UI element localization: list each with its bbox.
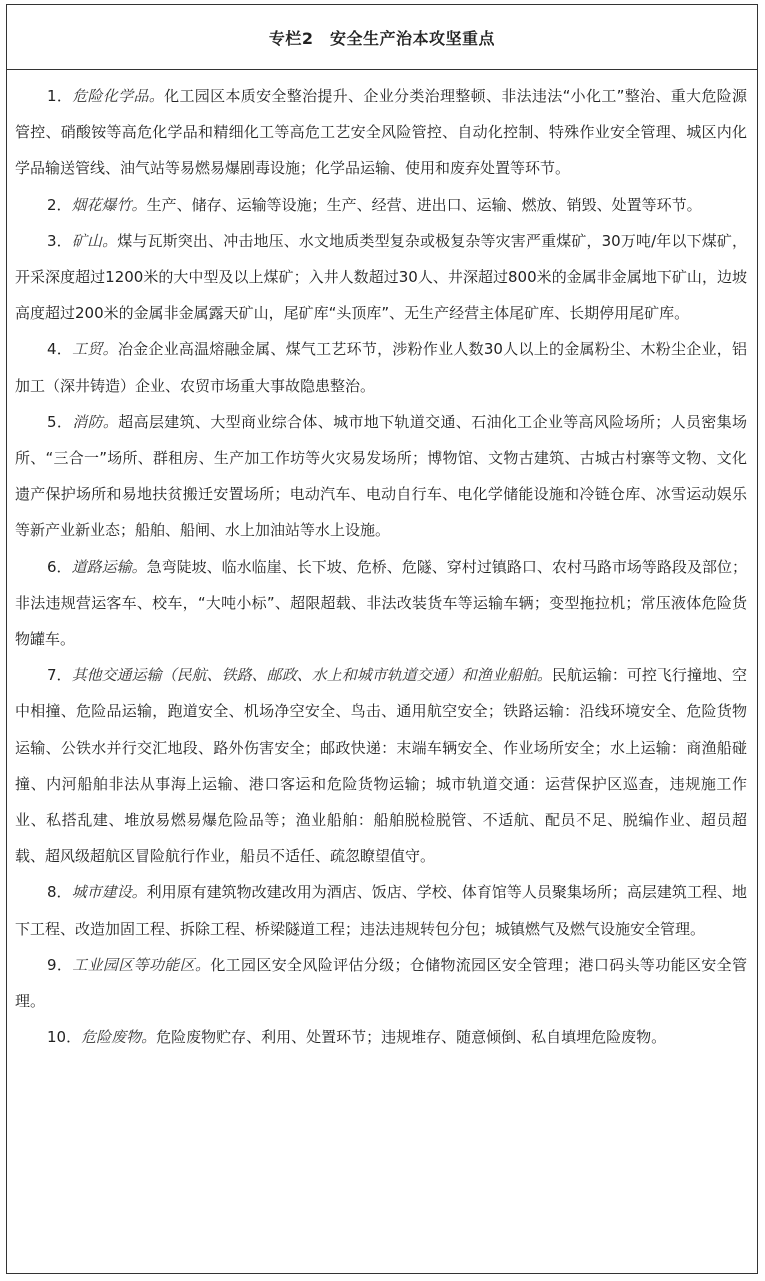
list-item-2 (15, 187, 747, 223)
item-heading: 工贸。 (72, 340, 118, 359)
list-item-5 (15, 404, 747, 549)
item-text: 冶金企业高温熔融金属、煤气工艺环节，涉粉作业人数30人以上的金属粉尘、木粉尘企业，铝加工（深井铸造）企业、农贸市场重大事故隐患整治。 (15, 340, 748, 395)
item-text: 危险废物贮存、利用、处置环节；违规堆存、随意倾倒、私自填埋危险废物。 (156, 1028, 667, 1047)
item-number: 6． (47, 557, 72, 576)
item-heading: 城市建设。 (71, 883, 147, 902)
item-number: 10． (47, 1028, 82, 1047)
item-text: 化工园区安全风险评估分级；仓储物流园区安全管理；港口码头等功能区安全管理。 (15, 955, 747, 1011)
item-text: 化工园区本质安全整治提升、企业分类治理整顿、非法违法“小化工”整治、重大危险源管控、硝酸铵等高危化学品和精细化工等高危工艺安全风险管控、自动化控制、特殊作业安全管理、城区内化学品输送管线、油气站等易燃易爆剧毒设施；化学品运输、使用和废弃处置等环节。 (15, 87, 748, 178)
item-heading: 消防。 (72, 412, 119, 431)
item-text: 煤与瓦斯突出、冲击地压、水文地质类型复杂或极复杂等灾害严重煤矿，30万吨/年以下煤矿，开采深度超过1200米的大中型及以上煤矿；入井人数超过30人、井深超过800米的金属非金属地下矿山，边坡高度超过200米的金属非金属露天矿山，尾矿库“头顶库”、无生产经营主体尾矿库、长期停用尾矿库。 (15, 231, 747, 323)
item-heading: 危险化学品。 (72, 87, 165, 105)
item-number: 3． (47, 231, 72, 250)
item-heading: 工业园区等功能区。 (72, 955, 211, 974)
item-heading: 其他交通运输（民航、铁路、邮政、水上和城市轨道交通）和渔业船舶。 (71, 666, 552, 685)
item-number: 1． (47, 87, 73, 105)
item-text: 超高层建筑、大型商业综合体、城市地下轨道交通、石油化工企业等高风险场所；人员密集场所、“三合一”场所、群租房、生产加工作坊等火灾易发场所；博物馆、文物古建筑、古城古村寨等文物、文化遗产保护场所和易地扶贫搬迁安置场所；电动汽车、电动自行车、电化学储能设施和冷链仓库、冰雪运动娱乐等新产业新业态；船舶、船闸、水上加油站等水上设施。 (15, 412, 747, 540)
item-heading: 危险废物。 (81, 1028, 157, 1047)
item-number: 4． (47, 340, 73, 359)
table-content (7, 70, 757, 1055)
list-item-8 (15, 874, 747, 946)
item-text: 利用原有建筑物改建改用为酒店、饭店、学校、体育馆等人员聚集场所；高层建筑工程、地下工程、改造加固工程、拆除工程、桥梁隧道工程；违法违规转包分包；城镇燃气及燃气设施安全管理。 (15, 883, 747, 938)
item-number: 9． (47, 955, 73, 974)
item-number: 2． (47, 195, 72, 214)
item-text: 生产、储存、运输等设施；生产、经营、进出口、运输、燃放、销毁、处置等环节。 (146, 195, 702, 214)
item-heading: 道路运输。 (71, 557, 147, 576)
list-item-6 (15, 549, 747, 658)
table-title: 专栏2 安全生产治本攻坚重点 (268, 28, 496, 48)
item-text: 急弯陡坡、临水临崖、长下坡、危桥、危隧、穿村过镇路口、农村马路市场等路段及部位；非法违规营运客车、校车，“大吨小标”、超限超载、非法改装货车等运输车辆；变型拖拉机；常压液体危险货物罐车。 (15, 557, 747, 649)
list-item-1 (15, 78, 747, 187)
item-heading: 烟花爆竹。 (71, 195, 147, 214)
item-text: 民航运输：可控飞行撞地、空中相撞、危险品运输，跑道安全、机场净空安全、鸟击、通用航空安全；铁路运输：沿线环境安全、危险货物运输、公铁水并行交汇地段、路外伤害安全；邮政快递：末端车辆安全、作业场所安全；水上运输：商渔船碰撞、内河船舶非法从事海上运输、港口客运和危险货物运输；城市轨道交通：运营保护区巡查，违规施工作业、私搭乱建、堆放易燃易爆危险品等；渔业船舶：船舶脱检脱管、不适航、配员不足、脱编作业、超员超载、超风级超航区冒险航行作业，船员不适任、疏忽瞭望值守。 (15, 666, 747, 866)
list-item-10 (15, 1019, 747, 1055)
list-item-7 (15, 657, 747, 874)
table-title-row (7, 5, 757, 70)
item-heading: 矿山。 (71, 231, 118, 250)
item-number: 7． (47, 666, 72, 685)
list-item-3 (15, 223, 747, 332)
document-table (6, 4, 758, 1274)
item-number: 8． (47, 883, 72, 902)
item-number: 5． (47, 412, 73, 431)
list-item-4 (15, 331, 747, 403)
list-item-9 (15, 947, 747, 1019)
